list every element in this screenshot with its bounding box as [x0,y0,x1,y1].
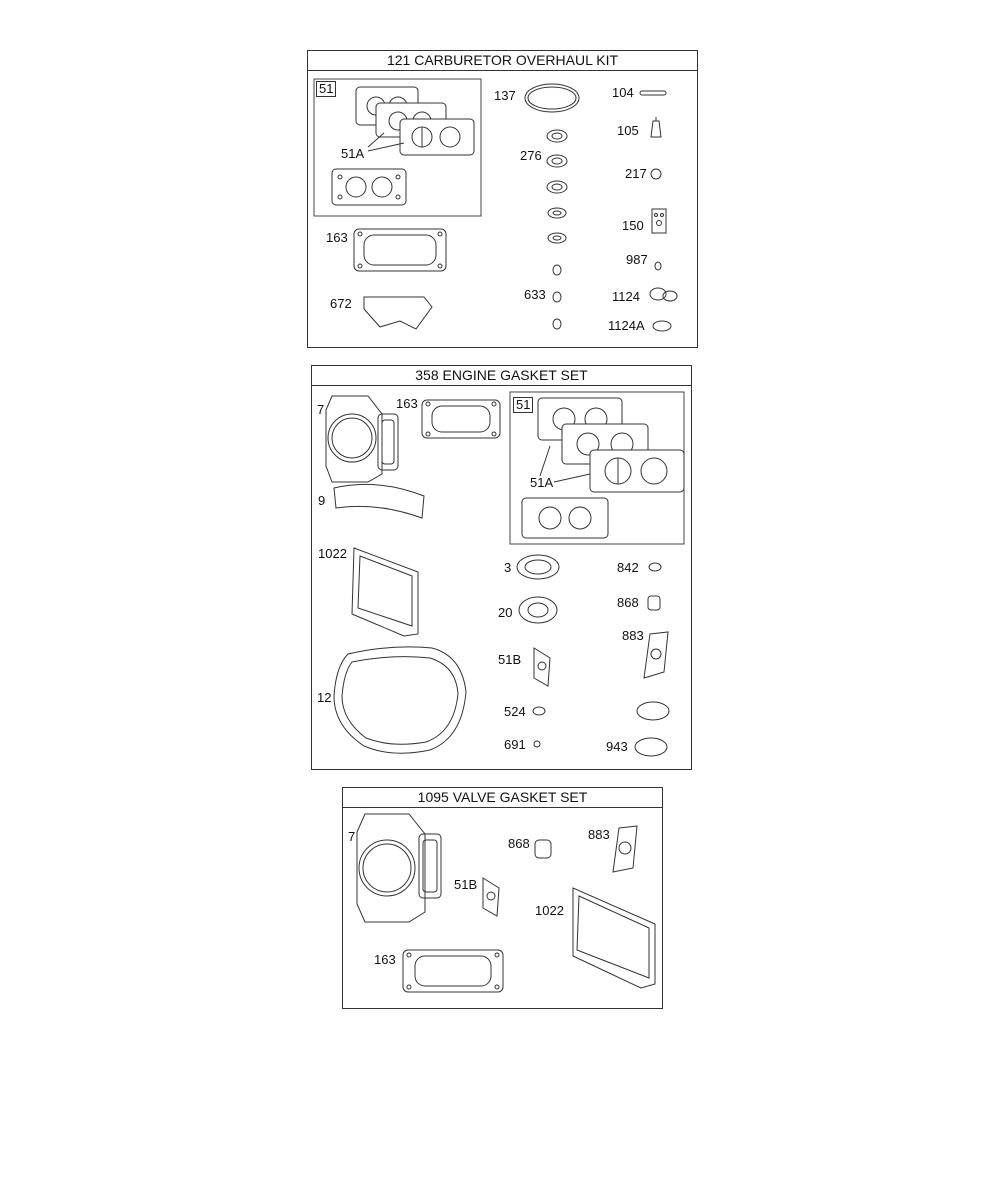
label-217: 217 [625,166,647,181]
label-672: 672 [330,296,352,311]
o-ring [637,702,669,720]
label-163: 163 [374,952,396,967]
part-217 [651,169,661,179]
label-868: 868 [617,595,639,610]
gasket-51B [483,878,499,916]
ring-524 [533,707,545,715]
label-883: 883 [588,827,610,842]
gasket-51-bottom [332,169,406,205]
label-12: 12 [317,690,332,705]
valve-seal-868 [535,840,551,858]
pin-104 [640,91,666,95]
label-105: 105 [617,123,639,138]
engine-gasket-set-panel [311,365,692,770]
label-1124: 1124 [612,289,640,304]
label-137: 137 [494,88,516,103]
clip-842 [649,563,661,571]
label-150: 150 [622,218,644,233]
gasket-883 [644,632,668,678]
label-7: 7 [348,829,356,844]
head-gasket-7 [326,396,398,482]
label-51B: 51B [498,652,522,667]
valve-gasket-set-panel [342,787,663,1009]
label-1124A: 1124A [608,318,645,333]
label-163: 163 [396,396,418,411]
label-987: 987 [626,252,648,267]
label-104: 104 [612,85,634,100]
gasket-883 [613,826,637,872]
o-ring-943 [635,738,667,756]
label-524: 524 [504,704,526,719]
label-51A: 51A [530,475,554,490]
label-51B: 51B [454,877,478,892]
ring-1124A [653,321,671,331]
needle-105 [651,121,661,137]
o-ring-137 [525,84,579,112]
head-gasket-7 [357,814,441,922]
label-20: 20 [498,605,513,620]
panel-title: 121 CARBURETOR OVERHAUL KIT [308,51,697,71]
gasket-51-front [400,119,474,155]
label-1022: 1022 [318,546,347,561]
label-883: 883 [622,628,644,643]
label-868: 868 [508,836,530,851]
label-943: 943 [606,739,628,754]
ring-691 [534,741,540,747]
part-987 [655,262,661,270]
gasket-51B [534,648,550,686]
panel-title: 1095 VALVE GASKET SET [343,788,662,808]
seal-20 [519,597,557,623]
gasket-9 [334,484,424,518]
gasket-163 [354,229,446,271]
panel-title: 358 ENGINE GASKET SET [312,366,691,386]
label-51: 51 [513,397,533,413]
valve-gasket-illustration [343,788,662,1008]
label-276: 276 [520,148,542,163]
valve-cover-gasket-1022 [352,548,418,636]
label-163: 163 [326,230,348,245]
carburetor-overhaul-kit-panel [307,50,698,348]
label-1022: 1022 [535,903,564,918]
label-691: 691 [504,737,526,752]
label-633: 633 [524,287,546,302]
valve-seal-868 [648,596,660,610]
label-51A: 51A [341,146,365,161]
seal-3 [517,555,559,579]
label-9: 9 [318,493,326,508]
label-3: 3 [504,560,512,575]
gasket-672 [364,297,432,329]
valve-cover-gasket-1022 [573,888,655,988]
label-51: 51 [316,81,336,97]
gasket-163 [422,400,500,438]
gasket-163 [403,950,503,992]
gasket-51-stack [522,398,684,538]
label-842: 842 [617,560,639,575]
crankcase-gasket-12 [334,647,466,753]
label-7: 7 [317,402,325,417]
